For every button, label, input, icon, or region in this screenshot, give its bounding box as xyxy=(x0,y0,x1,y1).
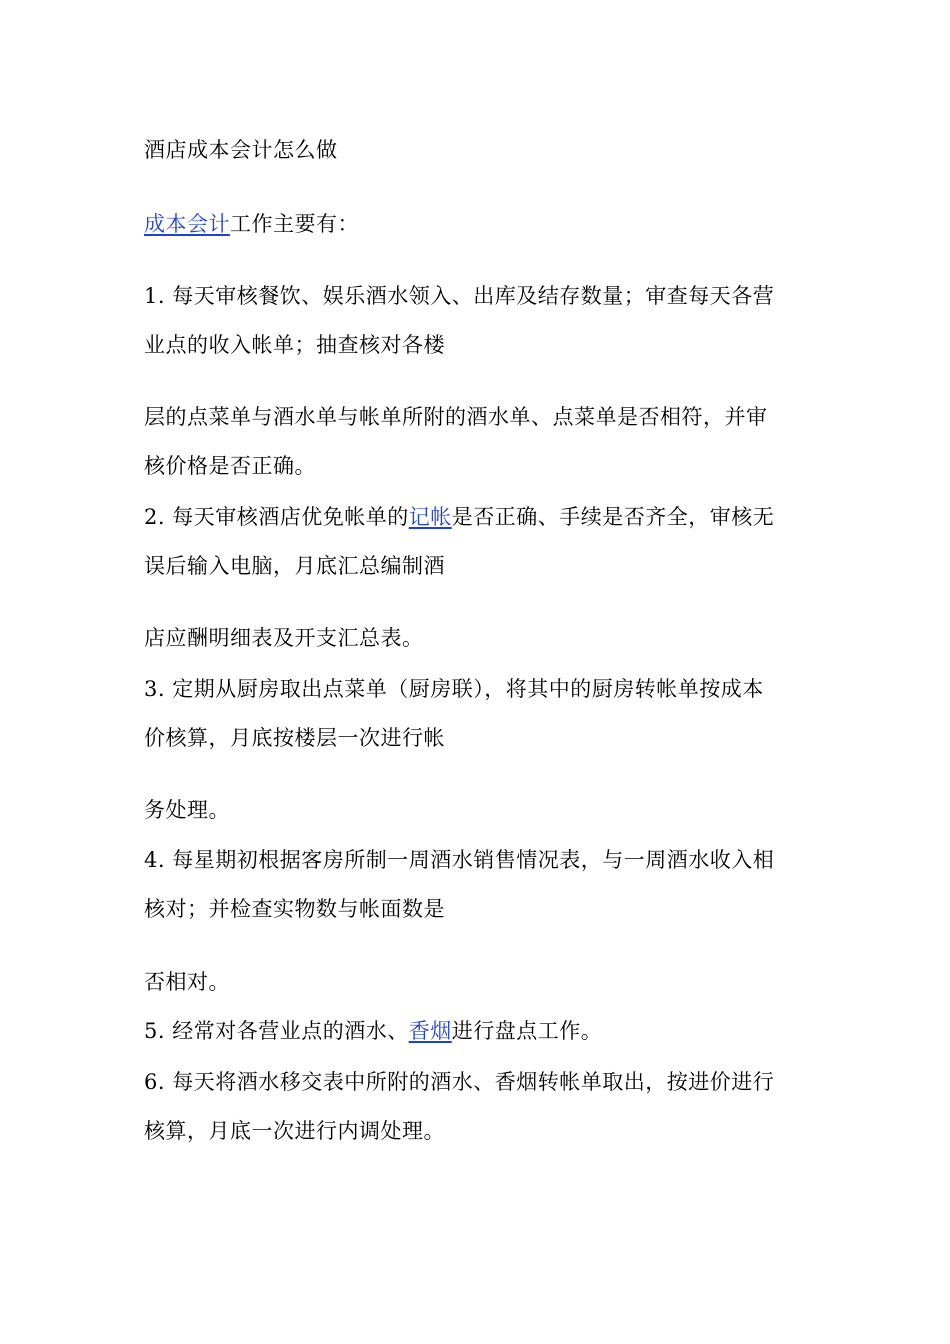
item-2-line-1 xyxy=(144,502,824,532)
item-6-line-1: 6. 每天将酒水移交表中所附的酒水、香烟转帐单取出，按进价进行 xyxy=(144,1070,775,1094)
item-2-post-text: 是否正确、手续是否齐全，审核无 xyxy=(451,505,775,529)
item-1-line-4: 核价格是否正确。 xyxy=(144,454,316,478)
item-1-line-3: 层的点菜单与酒水单与帐单所附的酒水单、点菜单是否相符，并审 xyxy=(144,405,768,429)
item-3-line-3: 务处理。 xyxy=(144,798,230,822)
item-3-line-2: 价核算，月底按楼层一次进行帐 xyxy=(144,726,445,750)
bookkeeping-link[interactable]: 记帐 xyxy=(408,505,452,529)
item-5-post-text: 进行盘点工作。 xyxy=(451,1019,603,1043)
item-2-line-3: 店应酬明细表及开支汇总表。 xyxy=(144,626,424,650)
item-3-line-1: 3. 定期从厨房取出点菜单（厨房联），将其中的厨房转帐单按成本 xyxy=(144,677,764,701)
item-1-line-2: 业点的收入帐单；抽查核对各楼 xyxy=(144,333,445,357)
intro-paragraph xyxy=(144,209,824,239)
item-4-line-2: 核对；并检查实物数与帐面数是 xyxy=(144,897,445,921)
item-6-line-2: 核算，月底一次进行内调处理。 xyxy=(144,1119,445,1143)
item-1-line-1: 1. 每天审核餐饮、娱乐酒水领入、出库及结存数量；审查每天各营 xyxy=(144,284,775,308)
cost-accounting-link[interactable]: 成本会计 xyxy=(144,212,230,236)
intro-text: 工作主要有： xyxy=(230,212,359,236)
item-4-line-3: 否相对。 xyxy=(144,970,230,994)
item-5-line-1 xyxy=(144,1016,824,1046)
item-2-line-2: 误后输入电脑，月底汇总编制酒 xyxy=(144,554,445,578)
document-title: 酒店成本会计怎么做 xyxy=(144,138,338,162)
item-5-pre-text: 5. 经常对各营业点的酒水、 xyxy=(144,1019,409,1043)
item-2-pre-text: 2. 每天审核酒店优免帐单的 xyxy=(144,505,409,529)
item-4-line-1: 4. 每星期初根据客房所制一周酒水销售情况表，与一周酒水收入相 xyxy=(144,848,775,872)
cigarettes-link[interactable]: 香烟 xyxy=(408,1019,452,1043)
